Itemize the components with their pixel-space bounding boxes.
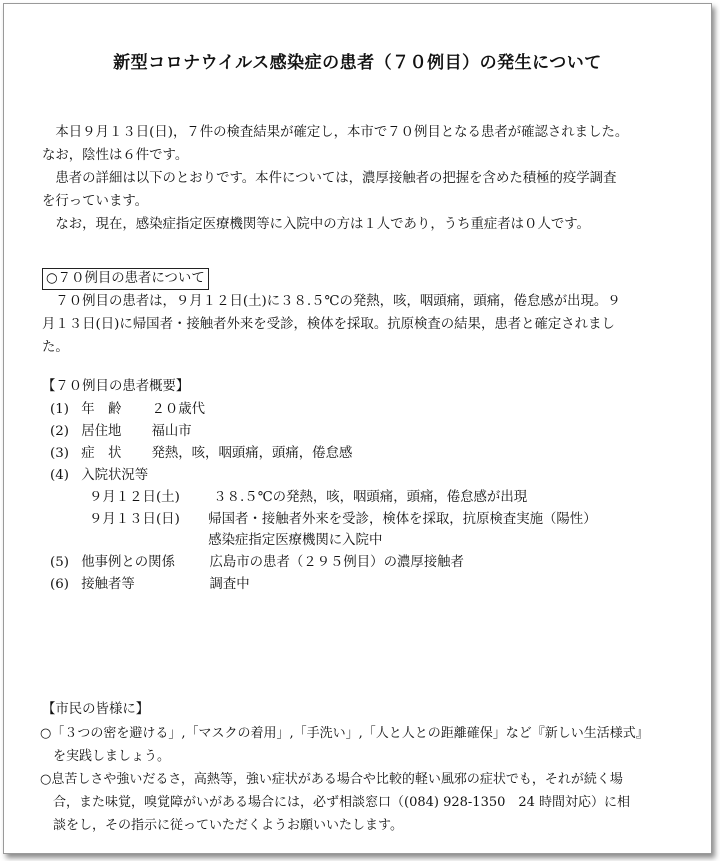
case-line: ７０例目の患者は，９月１２日(土)に３８.５℃の発熱，咳，咽頭痛，頭痛，倦怠感が出現。９	[42, 294, 621, 309]
item-value: 調査中	[209, 577, 250, 592]
case-description	[42, 290, 692, 359]
notice-line: 談をし，その指示に従っていただくようお願いいたします。	[40, 818, 403, 833]
intro-line: を行っています。	[42, 194, 149, 209]
item-value: ２０歳代	[151, 402, 206, 417]
item-label: 他事例との関係	[81, 555, 175, 570]
item-value: 発熱，咳，咽頭痛，頭痛，倦怠感	[151, 446, 353, 461]
summary-item-age	[50, 399, 205, 421]
item-value: 福山市	[151, 424, 192, 439]
notice-line: を実践しましょう。	[40, 749, 171, 764]
notice-line: ○「３つの密を避ける」,「マスクの着用」,「手洗い」,「人と人との距離確保」など『新しい生活様式』	[40, 726, 649, 741]
item-number: (1)	[50, 402, 69, 417]
entry-text: 帰国者・接触者外来を受診，検体を採取，抗原検査実施（陽性）	[208, 512, 597, 527]
document-page	[3, 3, 712, 854]
item-number: (5)	[50, 555, 69, 570]
item-label: 居住地	[81, 424, 122, 439]
case-heading: ○７０例目の患者について	[42, 268, 209, 290]
item-number: (6)	[50, 577, 69, 592]
intro-paragraph	[42, 121, 692, 236]
case-line: た。	[42, 340, 69, 355]
hospital-entry	[89, 487, 527, 509]
intro-line: なお，現在，感染症指定医療機関等に入院中の方は１人であり，うち重症者は０人です。	[42, 217, 590, 232]
item-label: 接触者等	[81, 577, 135, 592]
item-label: 年 齢	[81, 402, 122, 417]
entry-text: 感染症指定医療機関に入院中	[208, 533, 383, 548]
entry-text: ３８.５℃の発熱，咳，咽頭痛，頭痛，倦怠感が出現	[213, 490, 528, 505]
notice-line: ○息苦しさや強いだるさ，高熱等，強い症状がある場合や比較的軽い風邪の症状でも，それが続く場	[40, 772, 623, 787]
citizens-notice-2	[40, 768, 690, 837]
item-number: (4)	[50, 468, 69, 483]
item-label: 入院状況等	[81, 468, 149, 483]
citizens-heading: 【市民の皆様に】	[42, 702, 150, 717]
item-number: (3)	[50, 446, 69, 461]
case-line: 月１３日(日)に帰国者・接触者外来を受診，検体を採取。抗原検査の結果，患者と確定されまし	[42, 317, 615, 332]
intro-line: 患者の詳細は以下のとおりです。本件については，濃厚接触者の把握を含めた積極的疫学調査	[42, 171, 617, 186]
item-label: 症 状	[81, 446, 122, 461]
hospital-entry	[89, 509, 597, 531]
page-title: 新型コロナウイルス感染症の患者（７０例目）の発生について	[113, 53, 602, 73]
item-value: 広島市の患者（２９５例目）の濃厚接触者	[209, 555, 464, 570]
summary-item-hospital	[50, 465, 148, 487]
intro-line: 本日９月１３日(日)，７件の検査結果が確定し，本市で７０例目となる患者が確認されました。	[42, 125, 629, 140]
entry-date: ９月１３日(日)	[89, 512, 180, 527]
summary-item-relation	[50, 552, 464, 574]
summary-item-residence	[50, 421, 192, 443]
summary-item-contacts	[50, 574, 250, 596]
summary-item-symptoms	[50, 443, 352, 465]
summary-heading: 【７０例目の患者概要】	[42, 379, 190, 394]
notice-line: 合，また味覚，嗅覚障がいがある場合には，必ず相談窓口（(084) 928-1350 24 時間対応）に相	[40, 795, 631, 810]
citizens-notice-1	[40, 722, 690, 768]
item-number: (2)	[50, 424, 69, 439]
hospital-entry	[89, 530, 382, 552]
entry-date: ９月１２日(土)	[89, 490, 180, 505]
intro-line: なお，陰性は６件です。	[42, 148, 189, 163]
